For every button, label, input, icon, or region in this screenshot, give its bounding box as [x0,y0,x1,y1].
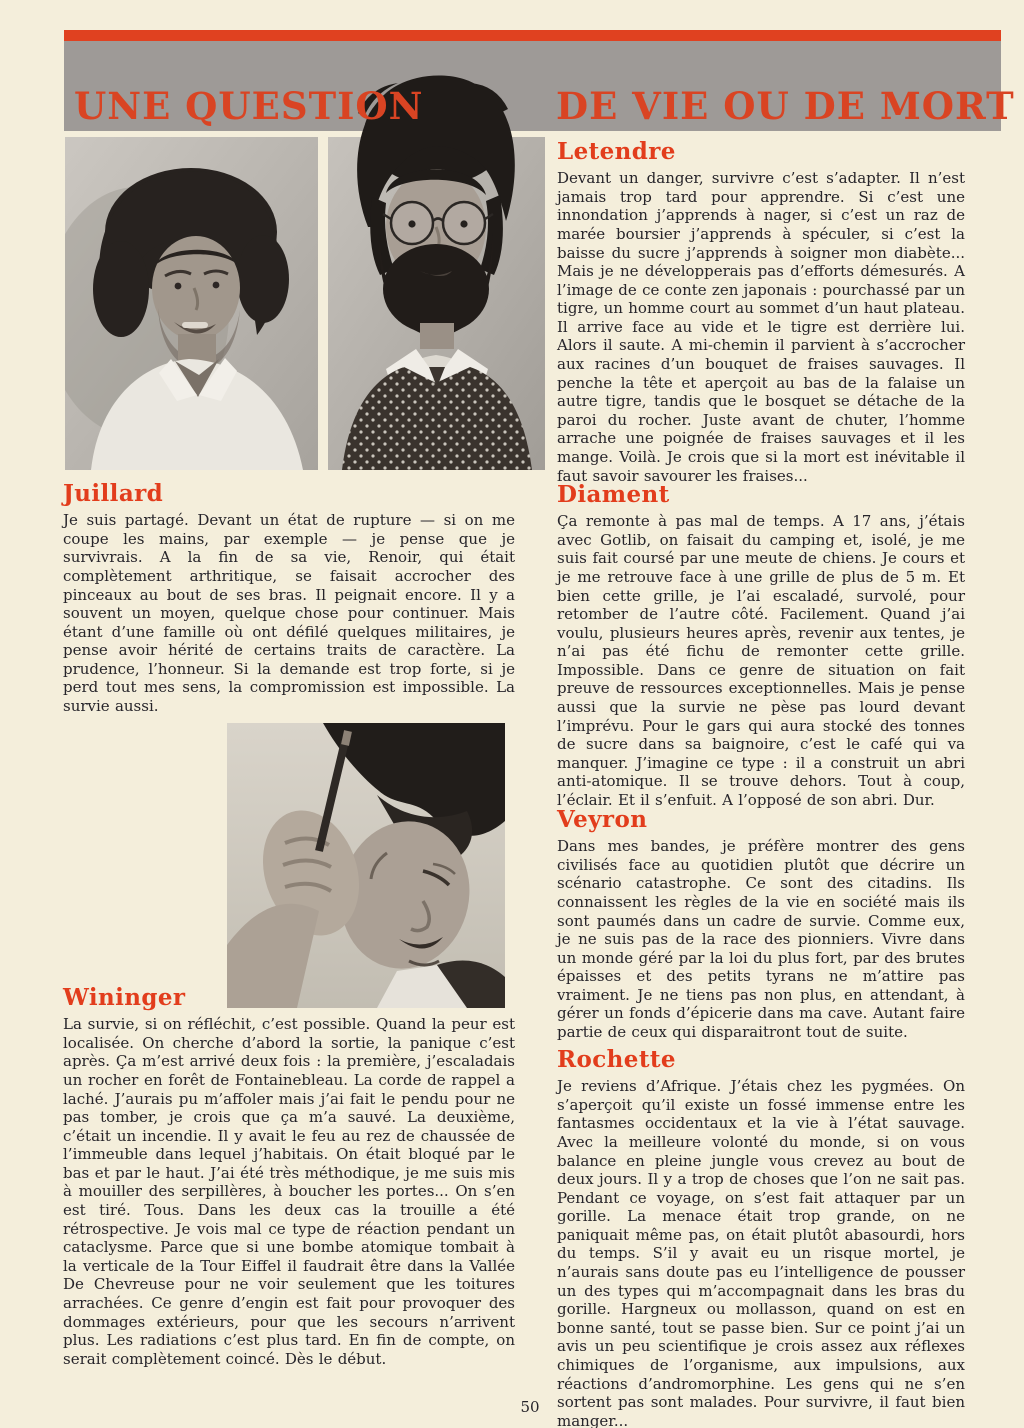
section-wininger [63,986,515,1368]
portrait-curly-hair-man-illustration [65,137,318,470]
section-juillard [63,482,515,716]
section-body-diament: Ça remonte à pas mal de temps. A 17 ans, j’étais avec Gotlib, on faisait du camping et, isolé, je me suis fait coursé par une meute de chiens. Je cours et je me retrouve face à une grille de plus de 5 m. Et bien cette grille, je l’ai escaladé, survolé, pour retomber de l’autre côté. Facilement. Quand j’ai voulu, plusieurs heures après, revenir aux tentes, je n’ai pas été fichu de remonter cette grille. Impossible. Dans ce genre de situation on fait preuve de ressources exceptionnelles. Mais je pense aussi que la survie ne pèse pas lourd devant l’imprévu. Pour le gars qui aura stocké des tonnes de sucre dans sa baignoire, c’est le café qui va manquer. J’imagine ce type : il a construit un abri anti-atomique. Il se trouve dehors. Tout à coup, l’éclair. Et il s’enfuit. A l’opposé de son abri. Dur. [557,512,965,810]
section-veyron [557,808,965,1042]
section-letendre [557,140,965,485]
page-number: 50 [520,1398,540,1416]
section-heading-juillard: Juillard [63,480,164,507]
photo-portrait-middle [227,723,505,1008]
section-heading-rochette: Rochette [557,1046,676,1073]
portrait-pencil-man-illustration [227,723,505,1008]
section-rochette [557,1048,965,1428]
section-body-wininger: La survie, si on réfléchit, c’est possible. Quand la peur est localisée. On cherche d’abord la sortie, la panique c’est après. Ça m’est arrivé deux fois : la première, j’escaladais un rocher en forêt de Fontainebleau. La corde de rappel a laché. J’aurais pu m’affoler mais j’ai fait le pendu pour ne pas tomber, je crois que ça m’a sauvé. La deuxième, c’était un incendie. Il y avait le feu au rez de chaussée de l’immeuble dans lequel j’habitais. On était bloqué par le bas et par le haut. J’ai été très méthodique, je me suis mis à mouiller des serpillères, à boucher les portes... On s’en est tiré. Tous. Dans les deux cas la trouille a été rétrospective. Je vois mal ce type de réaction pendant un cataclysme. Parce que si une bombe atomique tombait à la verticale de la Tour Eiffel il faudrait être dans la Vallée De Chevreuse pour ne voir seulement que les toitures arrachées. Ce genre d’engin est fait pour provoquer des dommages extérieurs, pour que les secours n’arrivent plus. Les radiations c’est plus tard. En fin de compte, on serait complètement coincé. Dès le début. [63,1015,515,1368]
section-heading-diament: Diament [557,481,670,508]
photo-portrait-top [328,75,545,470]
section-heading-veyron: Veyron [557,806,648,833]
section-body-veyron: Dans mes bandes, je préfère montrer des gens civilisés face au quotidien plutôt que décrire un scénario catastrophe. Ce sont des citadins. Ils connaissent les règles de la vie en société mais ils sont paumés dans un cadre de survie. Comme eux, je ne suis pas de la race des pionniers. Vivre dans un monde géré par la loi du plus fort, par des brutes épaisses et des petits tyrans ne m’attire pas vraiment. Je ne tiens pas non plus, en attendant, à gérer un fonds d’épicerie dans ma cave. Autant faire partie de ceux qui disparaitront tout de suite. [557,837,965,1042]
headline-right: DE VIE OU DE MORT [556,84,1015,128]
photo-portrait-left [65,137,318,470]
section-heading-wininger: Wininger [63,984,186,1011]
headline-left: UNE QUESTION [74,84,424,128]
section-body-juillard: Je suis partagé. Devant un état de rupture — si on me coupe les mains, par exemple — je pense que je survivrais. A la fin de sa vie, Renoir, qui était complètement arthritique, se faisait accrocher des pinceaux au bout de ses bras. Il peignait encore. Il y a souvent un moyen, quelque chose pour continuer. Mais étant d’une famille où ont défilé quelques militaires, je pense avoir hérité de certains traits de caractère. La prudence, l’honneur. Si la demande est trop forte, si je perd tout mes sens, la compromission est impossible. La survie aussi. [63,511,515,716]
section-body-rochette: Je reviens d’Afrique. J’étais chez les pygmées. On s’aperçoit qu’il existe un fossé immense entre les fantasmes occidentaux et la vie à l’état sauvage. Avec la meilleure volonté du monde, si on vous balance en pleine jungle vous crevez au bout de deux jours. Il y a trop de choses que l’on ne sait pas. Pendant ce voyage, on s’est fait attaquer par un gorille. La menace était trop grande, on ne paniquait même pas, on était plutôt abasourdi, hors du temps. S’il y avait eu un risque mortel, je n’aurais sans doute pas eu l’intelligence de pousser un des types qui m’accompagnait dans les bras du gorille. Hargneux ou mollasson, quand on est en bonne santé, tout se passe bien. Sur ce point j’ai un avis un peu scientifique je crois assez aux réflexes chimiques de l’organisme, aux impulsions, aux réactions d’andromorphine. Les gens qui ne s’en sortent pas sont malades. Pour survivre, il faut bien manger... [557,1077,965,1428]
section-heading-letendre: Letendre [557,138,676,165]
portrait-bearded-glasses-man-illustration [328,75,545,470]
section-body-letendre: Devant un danger, survivre c’est s’adapter. Il n’est jamais trop tard pour apprendre. Si c’est une innondation j’apprends à nager, si c’est un raz de marée boursier j’apprends à spéculer, si c’est la baisse du sucre j’apprends à soigner mon diabète... Mais je ne développerais pas d’efforts démesurés. A l’image de ce conte zen japonais : pourchassé par un tigre, un homme court au sommet d’un haut plateau. Il arrive face au vide et le tigre est derrière lui. Alors il saute. A mi-chemin il parvient à s’accrocher aux racines d’un bouquet de fraises sauvages. Il penche la tête et aperçoit au bas de la falaise un autre tigre, tandis que le bosquet se détache de la paroi du rocher. Juste avant de chuter, l’homme arrache une poignée de fraises sauvages et il les mange. Voilà. Je crois que si la mort est inévitable il faut savoir savourer les fraises... [557,169,965,485]
section-diament [557,483,965,810]
top-red-bar [64,30,1001,41]
